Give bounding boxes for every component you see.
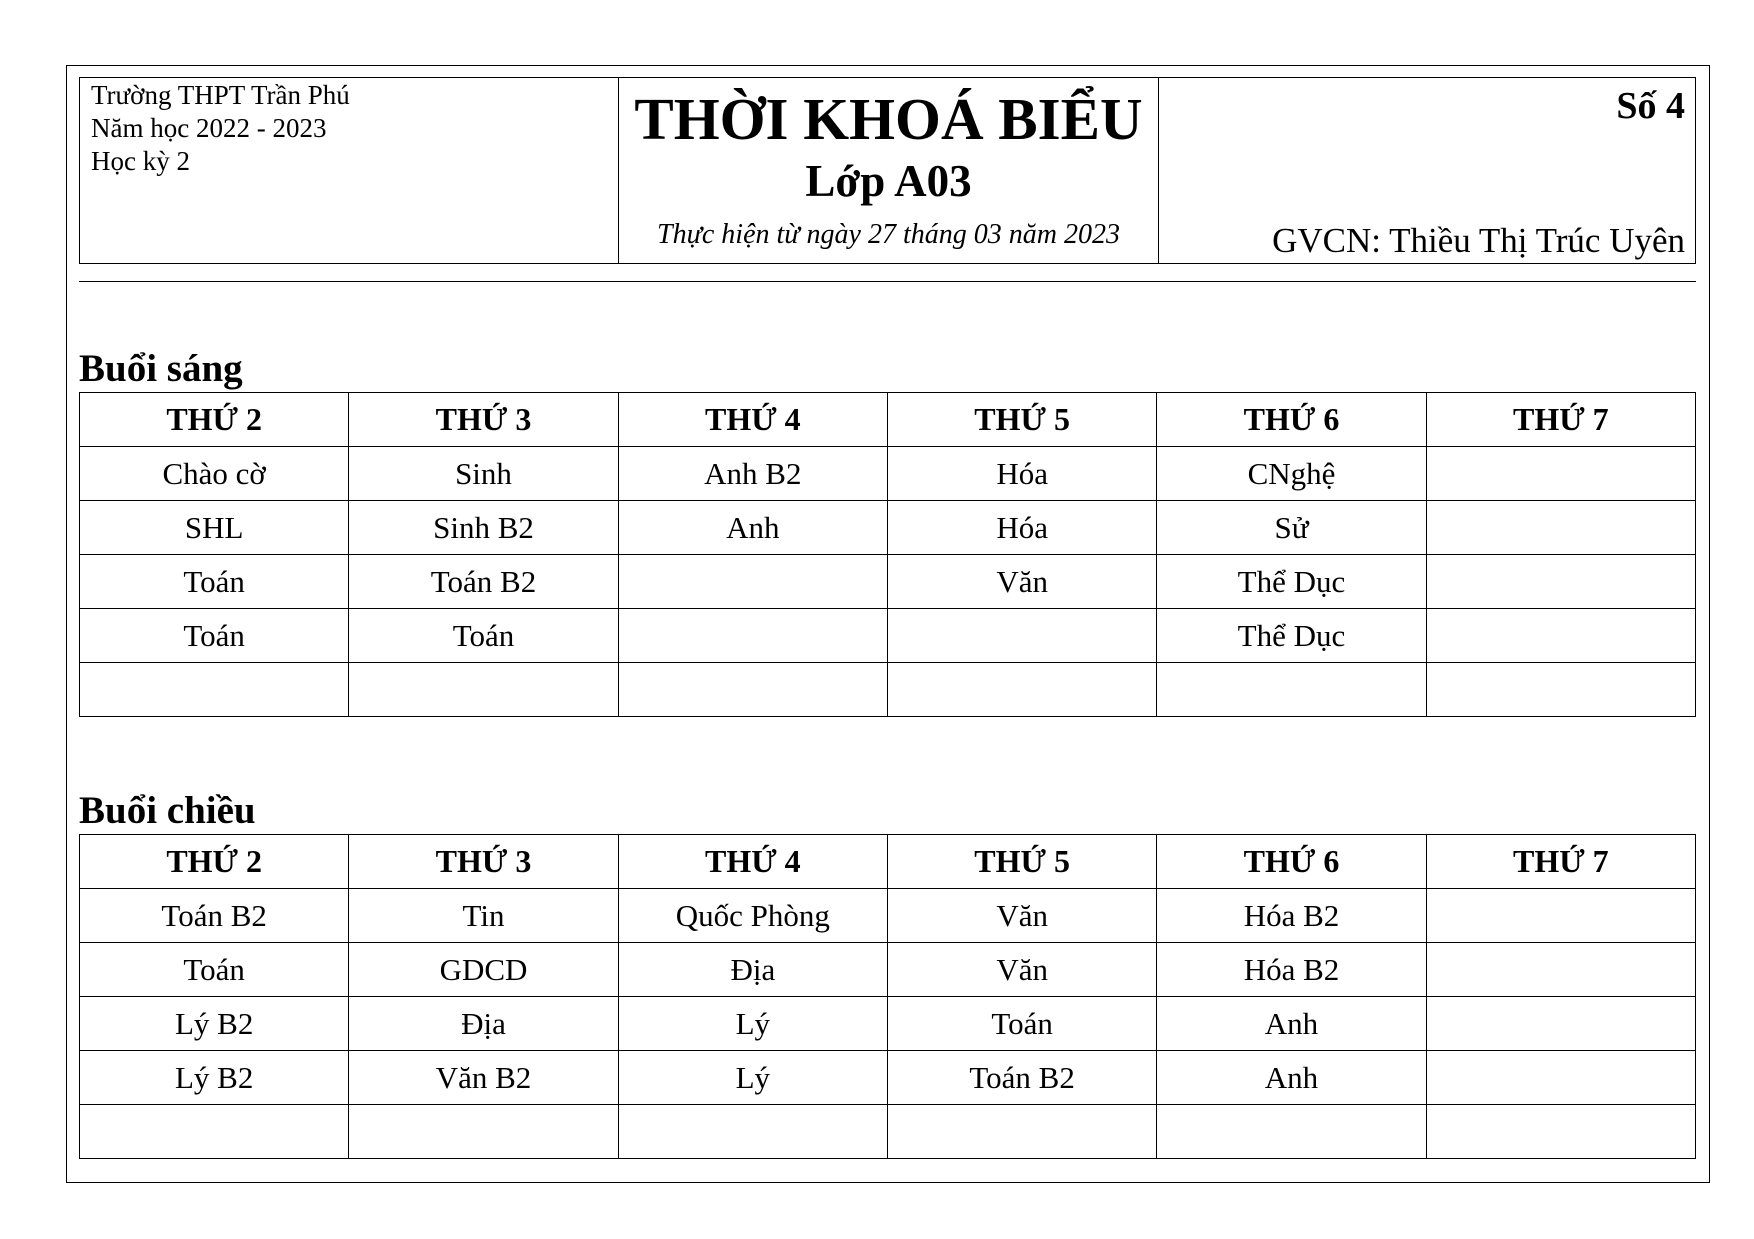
lesson-cell (618, 609, 887, 663)
document-header (79, 77, 1696, 264)
table-row (80, 555, 1696, 609)
lesson-cell: Văn (887, 889, 1156, 943)
day-header: THỨ 7 (1426, 835, 1695, 889)
lesson-cell: SHL (80, 501, 349, 555)
document-number: Số 4 (1616, 85, 1685, 127)
lesson-cell (887, 609, 1156, 663)
lesson-cell: Sử (1157, 501, 1426, 555)
school-name: Trường THPT Trần Phú (91, 80, 350, 110)
lesson-cell (618, 663, 887, 717)
lesson-cell: Sinh (349, 447, 618, 501)
lesson-cell: Địa (349, 997, 618, 1051)
table-row (80, 609, 1696, 663)
lesson-cell: Chào cờ (80, 447, 349, 501)
lesson-cell: Sinh B2 (349, 501, 618, 555)
lesson-cell: Toán B2 (887, 1051, 1156, 1105)
table-header-row (80, 835, 1696, 889)
lesson-cell: Lý (618, 997, 887, 1051)
table-row (80, 997, 1696, 1051)
lesson-cell: Thể Dục (1157, 555, 1426, 609)
lesson-cell: Anh (618, 501, 887, 555)
lesson-cell (1426, 943, 1695, 997)
lesson-cell (1426, 555, 1695, 609)
lesson-cell: Toán B2 (349, 555, 618, 609)
table-row (80, 663, 1696, 717)
day-header: THỨ 2 (80, 835, 349, 889)
morning-timetable (79, 392, 1696, 717)
table-row (80, 501, 1696, 555)
lesson-cell: Anh (1157, 997, 1426, 1051)
lesson-cell (618, 555, 887, 609)
lesson-cell (1426, 997, 1695, 1051)
effective-date: Thực hiện từ ngày 27 tháng 03 năm 2023 (657, 219, 1120, 250)
lesson-cell: Hóa (887, 447, 1156, 501)
day-header: THỨ 5 (887, 393, 1156, 447)
school-year: Năm học 2022 - 2023 (91, 113, 327, 143)
lesson-cell (1426, 501, 1695, 555)
day-header: THỨ 5 (887, 835, 1156, 889)
lesson-cell: CNghệ (1157, 447, 1426, 501)
lesson-cell: Hóa B2 (1157, 943, 1426, 997)
day-header: THỨ 3 (349, 393, 618, 447)
lesson-cell: Địa (618, 943, 887, 997)
table-row (80, 943, 1696, 997)
lesson-cell (1426, 609, 1695, 663)
afternoon-timetable (79, 834, 1696, 1159)
day-header: THỨ 4 (618, 835, 887, 889)
table-row (80, 889, 1696, 943)
lesson-cell: Văn (887, 943, 1156, 997)
table-row (80, 447, 1696, 501)
day-header: THỨ 2 (80, 393, 349, 447)
lesson-cell (887, 663, 1156, 717)
lesson-cell: Hóa B2 (1157, 889, 1426, 943)
lesson-cell: Hóa (887, 501, 1156, 555)
afternoon-title: Buổi chiều (79, 789, 256, 832)
lesson-cell (618, 1105, 887, 1159)
table-row (80, 1105, 1696, 1159)
semester: Học kỳ 2 (91, 146, 190, 176)
lesson-cell: GDCD (349, 943, 618, 997)
lesson-cell: Anh B2 (618, 447, 887, 501)
table-header-row (80, 393, 1696, 447)
document-meta (1158, 78, 1695, 263)
lesson-cell (887, 1105, 1156, 1159)
day-header: THỨ 3 (349, 835, 618, 889)
lesson-cell: Văn (887, 555, 1156, 609)
title-block (618, 78, 1158, 263)
lesson-cell: Toán (349, 609, 618, 663)
lesson-cell (1426, 1051, 1695, 1105)
lesson-cell: Anh (1157, 1051, 1426, 1105)
school-info (80, 78, 618, 263)
lesson-cell (1426, 889, 1695, 943)
class-name: Lớp A03 (805, 156, 972, 206)
day-header: THỨ 4 (618, 393, 887, 447)
lesson-cell: Toán (80, 943, 349, 997)
table-row (80, 1051, 1696, 1105)
homeroom-teacher: GVCN: Thiều Thị Trúc Uyên (1272, 221, 1685, 260)
lesson-cell (1157, 663, 1426, 717)
lesson-cell: Lý (618, 1051, 887, 1105)
lesson-cell (1426, 1105, 1695, 1159)
lesson-cell: Văn B2 (349, 1051, 618, 1105)
day-header: THỨ 6 (1157, 835, 1426, 889)
lesson-cell: Lý B2 (80, 1051, 349, 1105)
lesson-cell: Tin (349, 889, 618, 943)
day-header: THỨ 7 (1426, 393, 1695, 447)
lesson-cell (80, 663, 349, 717)
lesson-cell: Toán B2 (80, 889, 349, 943)
divider-line (79, 281, 1696, 282)
lesson-cell (349, 1105, 618, 1159)
lesson-cell (349, 663, 618, 717)
lesson-cell: Toán (80, 609, 349, 663)
document-title: THỜI KHOÁ BIỂU (634, 86, 1143, 152)
lesson-cell (1157, 1105, 1426, 1159)
lesson-cell: Quốc Phòng (618, 889, 887, 943)
lesson-cell (80, 1105, 349, 1159)
day-header: THỨ 6 (1157, 393, 1426, 447)
lesson-cell: Toán (887, 997, 1156, 1051)
lesson-cell: Lý B2 (80, 997, 349, 1051)
lesson-cell (1426, 447, 1695, 501)
lesson-cell: Thể Dục (1157, 609, 1426, 663)
lesson-cell: Toán (80, 555, 349, 609)
morning-title: Buổi sáng (79, 347, 243, 390)
lesson-cell (1426, 663, 1695, 717)
